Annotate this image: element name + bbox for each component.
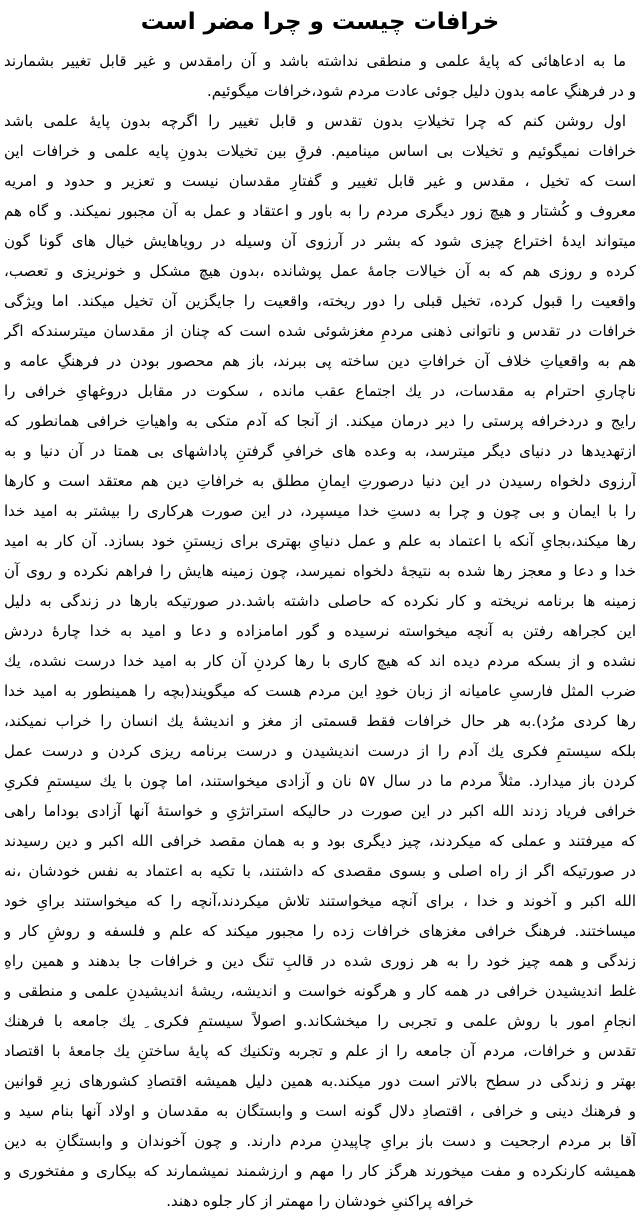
text-line: اول روشن کنم که چرا تخیلاتِ بدون تقدس و قابل تغییر را اگرچه بدون پایهٔ علمی باشد (4, 112, 626, 130)
text-line: خدا و دعا و معجز رها شده به نتیجهٔ دلخواه نمیرسد، چون زمینه هایش را فراهم نکرده و روی آن (4, 562, 636, 580)
text-line: معروف و کُشتار و هیچ زور دیگری مردم را به باور و اعتقاد و عمل به آن مجبور نمیکند. و گاه هم (4, 202, 636, 220)
text-line: در صورتیکه اگر از راه اصلی و بسوی مقصدی که داشتند، با تکیه به اعتماد به نفس خودشان ،نه (4, 862, 636, 880)
text-line: واقعیت را قبول کرده، تخیل قبلی را دور ریخته، واقعیت را جایگزین آن تخیل میکند. اما ویژگی (4, 292, 636, 310)
text-line: ازتهدیدها در دنیای دیگر میترسد، به وعده های خرافیِ گرفتنِ پاداشهای بی همتا در آن دنیا و به (4, 442, 636, 460)
text-line: خرافات در تقدس و ناتوانی ذهنی مردمِ مغزشوئی شده است که چنان از مقدسان میترسندکه اگر (4, 322, 636, 340)
text-line: را با ایمان و بی چون و چرا به دستِ خدا میسپرد، در این صورت هرکاری را بیشتر به امید خدا (4, 502, 636, 520)
text-line: نشده و از بسکه مردم دیده اند که هیچ کاری با رها کردنِ آن کار به امید خدا درست نشده، یك (4, 652, 636, 670)
text-line: که میرفتند و عملی که میکردند، چیز دیگری بود و به همان مقصد خرافی الله اکبر و دین رسیدند (4, 832, 636, 850)
text-line: ناچاریِ احترام به مقدسات، در یك اجتماع عقب مانده ، سکوت در مقابل دروغهایِ خرافی را (4, 382, 636, 400)
text-line: ضرب المثل فارسیِ عامیانه از زبان خودِ این مردم هست که میگویند(بچه را همینطور به امید خدا (4, 682, 636, 700)
text-line: بهتر و زندگی در سطح بالاتر است دور میکند.به همین دلیل همیشه اقتصادِ کشورهای زیرِ قوانین (4, 1072, 636, 1090)
text-line: انجامِ امور با روش علمی و تجربی را میخشکاند.و اصولاً سیستمِ فکری ِ یك جامعه با فرهنك (4, 1012, 636, 1030)
text-line: بلکه سیستمِ فکری یك آدم را از درست اندیشیدن و درست برنامه ریزی کردن و درست عمل (4, 742, 636, 760)
text-line: زندگی و همه چیز خود را به هر زوری شده در قالبِ تنگ دین و خرافات جا بدهند و همین راهِ (4, 952, 636, 970)
text-line: الله اکبر و آخوند و خدا ، برای آنچه میخواستند تلاش میکردند،آنچه را که میخواستند برایِ خود (4, 892, 636, 910)
text-line: تقدس و خرافات، مردم آن جامعه را از علم و تجربه وتکنیك که پایهٔ ساختنِ یك جامعهٔ با اقتصاد (4, 1042, 636, 1060)
text-line: ما به ادعاهائی که پایهٔ علمی و منطقی نداشته باشد و آن رامقدس و غیر قابل تغییر بشمارند (4, 52, 626, 70)
text-line: و در فرهنگِ عامه بدون دلیل جوئی عادت مردم شود،خرافات میگوئیم. (207, 82, 636, 100)
text-line: آرزوی دلخواه رسیدن در این دنیا درصورتِ ایمانِ مطلق به خرافاتِ دین هم معتقد است و کارها (4, 472, 636, 490)
text-line: رایج و دردخرافه پرستی را دیر درمان میکند. از آنجا که آدم متکی به واهیاتِ خرافی همانطور که (4, 412, 636, 430)
paragraph-2 (4, 106, 636, 1216)
text-line: همیشه کارنکرده و مفت میخورند هرگز کار را مهم و ارزشمند نمیشمارند که بیکاری و مفتخوری و (4, 1162, 636, 1180)
text-line: است که تخیل ، مقدس و غیر قابل تغییر و گفتارِ مقدسان نیست و تعزیر و حدود و امریه (4, 172, 636, 190)
text-line: میتواند ایدهٔ اختراع چیزی شود که بشر در آرزوی آن وسیله در رویاهایش خیال های گونا گون (4, 232, 636, 250)
text-line: رها کردی مرُد).به هر حال خرافات فقط قسمتی از مغز و اندیشهٔ یك انسان را خراب نمیکند، (4, 712, 636, 730)
text-line: هم به واقعیاتِ خلاف آن خرافاتِ دین ساخته پی ببرند، باز هم محصور بودن در فرهنگِ عامه و (4, 352, 636, 370)
text-line: خرافه پراکنیِ خودشان را مهمتر از کار جلوه دهند. (166, 1192, 474, 1210)
text-line: زمینه ها برنامه نریخته و کار نکرده که حاصلی داشته باشد.در صورتیکه بارها در زندگی به دلیل (4, 592, 636, 610)
text-line: رها میکند،بجایِ آنکه با اعتماد به علم و عمل دنیایِ بهتری برای زیستنِ خود بسازد. آن کار به امید (4, 532, 636, 550)
page-title: خرافات چیست و چرا مضر است (140, 9, 500, 35)
text-line: آقا بر مردم ارجحیت و دست باز برایِ چاپیدنِ مردم دارند. و چون آخوندان و وابستگانِ به دین (4, 1132, 636, 1150)
document-body (4, 46, 636, 1216)
text-line: کردن باز میدارد. مثلاً مردم ما در سال ۵۷ نان و آزادی میخواستند، اما چون با یك سیستمِ فکریِ (4, 772, 636, 790)
text-line: غلط اندیشیدن خرافی در همه کار و هرگونه خواست و اندیشه، ریشهٔ اندیشیدنِ علمی و منطقی و (4, 982, 636, 1000)
text-line: و فرهنك دینی و خرافی ، اقتصادِ دلال گونه است و وابستگان به مقدسان و اولاد آنها بنام سید و (4, 1102, 636, 1120)
text-line: این کجراهه رفتن به آنچه میخواسته نرسیده و گور امامزاده و دعا و امید به خدا چارهٔ دردش (4, 622, 636, 640)
text-line: خرافات نمیگوئیم و تخیلات بی اساس مینامیم. فرقِ بین تخیلات بدونِ پایه علمی و خرافات این (4, 142, 636, 160)
text-line: میساختند. فرهنگ خرافی مغزهای خرافات زده را مجبور میکند که علم و فلسفه و روشِ کار و (4, 922, 636, 940)
paragraph-1 (4, 46, 636, 106)
text-line: کرده و روزی هم که به آن خیالات جامهٔ عمل پوشانده ،بدون هیچ مشکل و خونریزی و تعصب، (4, 262, 636, 280)
text-line: خرافی فریاد زدند الله اکبر در این صورت در حالیکه استراتژیِ و خواستهٔ آنها آزادی بوداما راهی (4, 802, 636, 820)
